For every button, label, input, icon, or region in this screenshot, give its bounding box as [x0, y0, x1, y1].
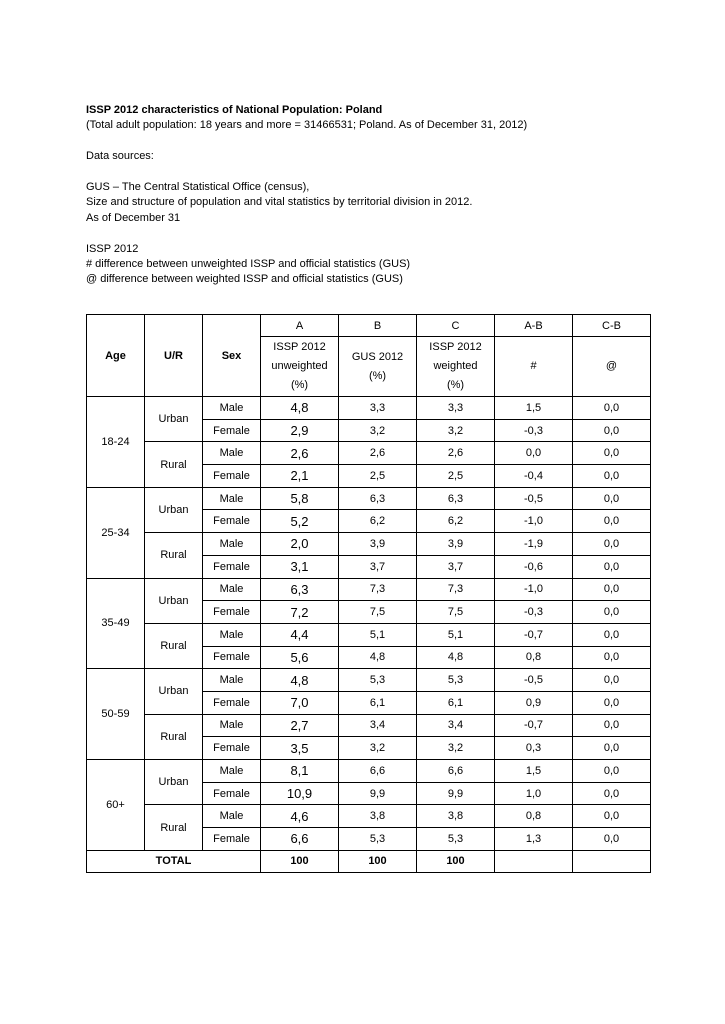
- gus-cell: 3,4: [339, 714, 417, 737]
- gus-cell: 9,9: [339, 782, 417, 805]
- sources-label: Data sources:: [86, 150, 154, 163]
- issp-unweighted-cell: 7,2: [261, 601, 339, 624]
- issp-unweighted-cell: 5,8: [261, 487, 339, 510]
- header-b-line1: GUS 2012: [351, 350, 404, 363]
- diff-ab-cell: -0,5: [495, 487, 573, 510]
- diff-cb-cell: 0,0: [573, 555, 651, 578]
- sex-cell: Female: [203, 465, 261, 488]
- diff-ab-cell: -0,7: [495, 623, 573, 646]
- intro-text: [86, 103, 686, 288]
- issp-weighted-cell: 5,3: [417, 669, 495, 692]
- table-row: [87, 760, 651, 783]
- header-c-line2: weighted: [433, 360, 478, 372]
- gus-cell: 2,6: [339, 442, 417, 465]
- issp-weighted-cell: 6,6: [417, 760, 495, 783]
- gus-date-line: As of December 31: [86, 211, 181, 224]
- diff-ab-cell: 0,3: [495, 737, 573, 760]
- issp-unweighted-cell: 10,9: [261, 782, 339, 805]
- diff-ab-cell: -0,7: [495, 714, 573, 737]
- gus-cell: 3,2: [339, 737, 417, 760]
- age-group-cell: 35-49: [87, 578, 145, 669]
- header-a-line2: unweighted: [271, 360, 328, 372]
- header-ur: U/R: [145, 315, 203, 397]
- diff-ab-cell: 0,9: [495, 691, 573, 714]
- sex-cell: Female: [203, 555, 261, 578]
- sex-cell: Female: [203, 828, 261, 851]
- table-body: [87, 315, 651, 873]
- header-issp-weighted: [417, 337, 495, 397]
- header-age: Age: [87, 315, 145, 397]
- table-row: [87, 805, 651, 828]
- sex-cell: Male: [203, 397, 261, 420]
- issp-unweighted-cell: 3,1: [261, 555, 339, 578]
- rural-cell: Rural: [145, 623, 203, 668]
- sex-cell: Female: [203, 691, 261, 714]
- issp-weighted-cell: 3,4: [417, 714, 495, 737]
- col-letter-c: C: [417, 315, 495, 337]
- rural-cell: Rural: [145, 805, 203, 850]
- diff-ab-cell: 0,0: [495, 442, 573, 465]
- issp-unweighted-cell: 6,6: [261, 828, 339, 851]
- table-row: [87, 442, 651, 465]
- sex-cell: Male: [203, 623, 261, 646]
- diff-cb-cell: 0,0: [573, 782, 651, 805]
- diff-cb-cell: 0,0: [573, 646, 651, 669]
- issp-weighted-cell: 2,6: [417, 442, 495, 465]
- diff-ab-cell: 0,8: [495, 646, 573, 669]
- diff-cb-cell: 0,0: [573, 397, 651, 420]
- diff-cb-cell: 0,0: [573, 691, 651, 714]
- note-at: @ difference between weighted ISSP and official statistics (GUS): [86, 273, 403, 286]
- diff-ab-cell: -0,3: [495, 601, 573, 624]
- gus-cell: 6,1: [339, 691, 417, 714]
- issp-weighted-cell: 5,1: [417, 623, 495, 646]
- col-letter-cb: C-B: [573, 315, 651, 337]
- issp-weighted-cell: 5,3: [417, 828, 495, 851]
- issp-unweighted-cell: 2,7: [261, 714, 339, 737]
- issp-weighted-cell: 3,2: [417, 419, 495, 442]
- header-c-line1: ISSP 2012: [429, 341, 482, 353]
- rural-cell: Rural: [145, 442, 203, 487]
- gus-cell: 3,3: [339, 397, 417, 420]
- issp-weighted-cell: 3,2: [417, 737, 495, 760]
- table-row: [87, 578, 651, 601]
- issp-unweighted-cell: 2,6: [261, 442, 339, 465]
- issp-unweighted-cell: 6,3: [261, 578, 339, 601]
- header-cb: @: [573, 337, 651, 397]
- note-hash: # difference between unweighted ISSP and official statistics (GUS): [86, 258, 411, 271]
- diff-cb-cell: 0,0: [573, 760, 651, 783]
- urban-cell: Urban: [145, 487, 203, 532]
- diff-ab-cell: 0,8: [495, 805, 573, 828]
- age-group-cell: 25-34: [87, 487, 145, 578]
- sex-cell: Male: [203, 442, 261, 465]
- sex-cell: Male: [203, 578, 261, 601]
- gus-cell: 5,3: [339, 828, 417, 851]
- sex-cell: Female: [203, 737, 261, 760]
- column-letter-row: [87, 315, 651, 337]
- total-ab-cell: [495, 850, 573, 872]
- gus-cell: 7,5: [339, 601, 417, 624]
- issp-weighted-cell: 7,3: [417, 578, 495, 601]
- issp-unweighted-cell: 5,2: [261, 510, 339, 533]
- issp-unweighted-cell: 8,1: [261, 760, 339, 783]
- sex-cell: Male: [203, 714, 261, 737]
- issp-unweighted-cell: 5,6: [261, 646, 339, 669]
- sex-cell: Male: [203, 533, 261, 556]
- age-group-cell: 60+: [87, 760, 145, 851]
- sex-cell: Male: [203, 760, 261, 783]
- sex-cell: Female: [203, 510, 261, 533]
- sex-cell: Female: [203, 646, 261, 669]
- total-a-cell: 100: [261, 850, 339, 872]
- rural-cell: Rural: [145, 533, 203, 578]
- diff-ab-cell: -1,0: [495, 510, 573, 533]
- age-group-cell: 50-59: [87, 669, 145, 760]
- issp-unweighted-cell: 4,8: [261, 397, 339, 420]
- issp-unweighted-cell: 3,5: [261, 737, 339, 760]
- gus-cell: 7,3: [339, 578, 417, 601]
- diff-ab-cell: -0,3: [495, 419, 573, 442]
- gus-cell: 2,5: [339, 465, 417, 488]
- sex-cell: Male: [203, 487, 261, 510]
- gus-cell: 6,3: [339, 487, 417, 510]
- issp-weighted-cell: 6,3: [417, 487, 495, 510]
- header-a-line1: ISSP 2012: [273, 341, 326, 353]
- diff-ab-cell: -0,6: [495, 555, 573, 578]
- diff-cb-cell: 0,0: [573, 442, 651, 465]
- diff-ab-cell: 1,5: [495, 397, 573, 420]
- urban-cell: Urban: [145, 578, 203, 623]
- table-row: [87, 669, 651, 692]
- issp-unweighted-cell: 4,6: [261, 805, 339, 828]
- diff-cb-cell: 0,0: [573, 487, 651, 510]
- header-sex: Sex: [203, 315, 261, 397]
- diff-ab-cell: -0,5: [495, 669, 573, 692]
- gus-cell: 3,7: [339, 555, 417, 578]
- diff-cb-cell: 0,0: [573, 533, 651, 556]
- diff-ab-cell: -1,0: [495, 578, 573, 601]
- gus-cell: 5,3: [339, 669, 417, 692]
- urban-cell: Urban: [145, 669, 203, 714]
- issp-weighted-cell: 9,9: [417, 782, 495, 805]
- table-row: [87, 714, 651, 737]
- issp-weighted-cell: 7,5: [417, 601, 495, 624]
- diff-cb-cell: 0,0: [573, 510, 651, 533]
- issp-unweighted-cell: 2,0: [261, 533, 339, 556]
- urban-cell: Urban: [145, 760, 203, 805]
- issp-weighted-cell: 3,7: [417, 555, 495, 578]
- issp-weighted-cell: 3,8: [417, 805, 495, 828]
- table-row: [87, 487, 651, 510]
- sex-cell: Male: [203, 669, 261, 692]
- issp-unweighted-cell: 4,8: [261, 669, 339, 692]
- header-gus: [339, 337, 417, 397]
- col-letter-b: B: [339, 315, 417, 337]
- total-label: TOTAL: [87, 850, 261, 872]
- gus-cell: 3,9: [339, 533, 417, 556]
- diff-ab-cell: 1,0: [495, 782, 573, 805]
- issp-weighted-cell: 6,2: [417, 510, 495, 533]
- sex-cell: Male: [203, 805, 261, 828]
- gus-cell: 3,2: [339, 419, 417, 442]
- header-c-line3: (%): [446, 379, 465, 391]
- diff-ab-cell: 1,3: [495, 828, 573, 851]
- document-title: ISSP 2012 characteristics of National Population: Poland: [86, 104, 383, 116]
- issp-weighted-cell: 3,3: [417, 397, 495, 420]
- document-subtitle: (Total adult population: 18 years and more = 31466531; Poland. As of December 31, 2012): [86, 119, 528, 132]
- gus-cell: 5,1: [339, 623, 417, 646]
- col-letter-a: A: [261, 315, 339, 337]
- gus-cell: 3,8: [339, 805, 417, 828]
- header-issp-unweighted: [261, 337, 339, 397]
- table-row: [87, 533, 651, 556]
- age-group-cell: 18-24: [87, 397, 145, 488]
- diff-cb-cell: 0,0: [573, 737, 651, 760]
- diff-ab-cell: 1,5: [495, 760, 573, 783]
- diff-ab-cell: -1,9: [495, 533, 573, 556]
- issp-unweighted-cell: 2,9: [261, 419, 339, 442]
- issp-label: ISSP 2012: [86, 242, 139, 255]
- issp-weighted-cell: 2,5: [417, 465, 495, 488]
- gus-cell: 4,8: [339, 646, 417, 669]
- issp-unweighted-cell: 2,1: [261, 465, 339, 488]
- issp-unweighted-cell: 4,4: [261, 623, 339, 646]
- header-ab: #: [495, 337, 573, 397]
- table-row: [87, 397, 651, 420]
- diff-ab-cell: -0,4: [495, 465, 573, 488]
- diff-cb-cell: 0,0: [573, 828, 651, 851]
- sex-cell: Female: [203, 601, 261, 624]
- issp-unweighted-cell: 7,0: [261, 691, 339, 714]
- gus-description-line: Size and structure of population and vital statistics by territorial division in 2012.: [86, 196, 473, 209]
- col-letter-ab: A-B: [495, 315, 573, 337]
- sex-cell: Female: [203, 782, 261, 805]
- total-c-cell: 100: [417, 850, 495, 872]
- gus-source-line: GUS – The Central Statistical Office (census),: [86, 181, 310, 193]
- urban-cell: Urban: [145, 397, 203, 442]
- diff-cb-cell: 0,0: [573, 601, 651, 624]
- diff-cb-cell: 0,0: [573, 805, 651, 828]
- rural-cell: Rural: [145, 714, 203, 759]
- table-row: [87, 623, 651, 646]
- sex-cell: Female: [203, 419, 261, 442]
- header-a-line3: (%): [290, 379, 309, 391]
- issp-weighted-cell: 4,8: [417, 646, 495, 669]
- total-cb-cell: [573, 850, 651, 872]
- diff-cb-cell: 0,0: [573, 419, 651, 442]
- issp-weighted-cell: 6,1: [417, 691, 495, 714]
- population-table: [86, 314, 651, 873]
- total-row: [87, 850, 651, 872]
- diff-cb-cell: 0,0: [573, 669, 651, 692]
- header-b-line2: (%): [368, 369, 387, 382]
- issp-weighted-cell: 3,9: [417, 533, 495, 556]
- diff-cb-cell: 0,0: [573, 578, 651, 601]
- diff-cb-cell: 0,0: [573, 623, 651, 646]
- gus-cell: 6,6: [339, 760, 417, 783]
- gus-cell: 6,2: [339, 510, 417, 533]
- diff-cb-cell: 0,0: [573, 465, 651, 488]
- diff-cb-cell: 0,0: [573, 714, 651, 737]
- total-b-cell: 100: [339, 850, 417, 872]
